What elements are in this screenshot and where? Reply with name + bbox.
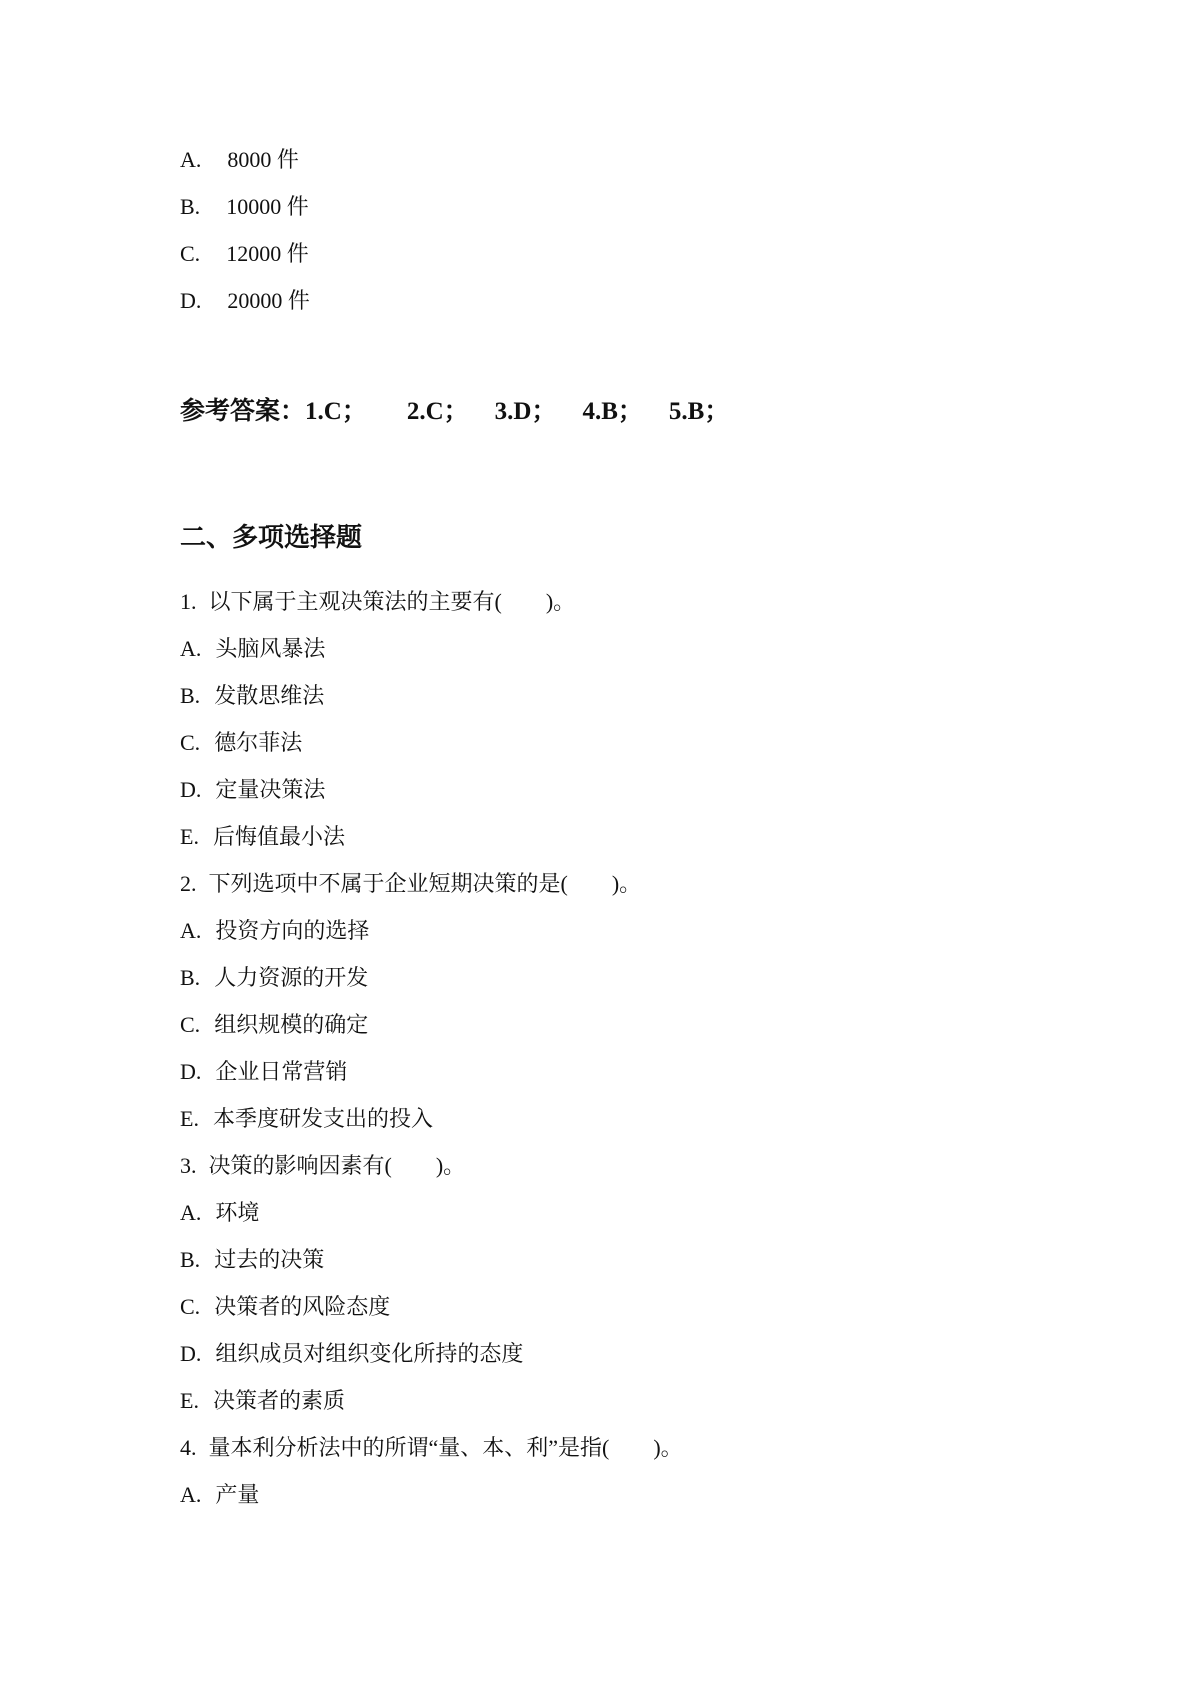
option-label: E. — [180, 1388, 199, 1413]
q2-option-e — [180, 1105, 433, 1133]
option-label: C. — [180, 1294, 201, 1319]
question-number: 1. — [180, 589, 197, 614]
q1-option-c — [180, 729, 302, 757]
prev-option-a — [180, 146, 299, 174]
option-text: 20000 件 — [227, 288, 310, 313]
option-text: 环境 — [215, 1200, 260, 1225]
q2-option-c — [180, 1011, 368, 1039]
q1-option-b — [180, 682, 324, 710]
q3-option-b — [180, 1246, 324, 1274]
prev-option-d — [180, 287, 310, 315]
option-text: 10000 件 — [226, 194, 309, 219]
prev-option-c — [180, 240, 309, 268]
document-page — [180, 0, 1140, 1684]
option-label: B. — [180, 1247, 201, 1272]
q4-option-a — [180, 1481, 259, 1509]
answer-item: 3.D； — [494, 398, 557, 425]
answer-item: 4.B； — [582, 398, 643, 425]
option-label: E. — [180, 1106, 199, 1131]
q3-option-c — [180, 1293, 390, 1321]
option-text: 投资方向的选择 — [215, 918, 370, 943]
reference-answers — [180, 395, 729, 428]
option-label: D. — [180, 777, 202, 802]
option-text: 决策者的风险态度 — [214, 1294, 391, 1319]
q1-option-e — [180, 823, 345, 851]
answers-lead: 参考答案： — [180, 396, 306, 425]
option-label: C. — [180, 1012, 201, 1037]
section-title: 二、多项选择题 — [180, 523, 363, 553]
question-number: 3. — [180, 1153, 197, 1178]
question-2 — [180, 870, 641, 898]
question-text: 决策的影响因素有( )。 — [208, 1153, 466, 1178]
option-label: C. — [180, 730, 201, 755]
option-text: 12000 件 — [226, 241, 309, 266]
answer-item: 5.B； — [668, 398, 730, 425]
option-label: A. — [180, 1482, 202, 1507]
option-text: 决策者的素质 — [212, 1388, 345, 1413]
option-text: 后悔值最小法 — [212, 824, 345, 849]
answer-item: 1.C； — [305, 398, 367, 425]
option-text: 组织成员对组织变化所持的态度 — [215, 1341, 524, 1366]
option-text: 发散思维法 — [214, 683, 325, 708]
q2-option-d — [180, 1058, 347, 1086]
question-1 — [180, 588, 575, 616]
option-text: 定量决策法 — [215, 777, 326, 802]
option-text: 德尔菲法 — [214, 730, 303, 755]
q3-option-d — [180, 1340, 523, 1368]
option-label: A. — [180, 918, 202, 943]
q1-option-d — [180, 776, 325, 804]
q2-option-b — [180, 964, 368, 992]
question-3 — [180, 1152, 465, 1180]
question-number: 4. — [180, 1435, 197, 1460]
prev-option-b — [180, 193, 309, 221]
option-text: 产量 — [215, 1482, 260, 1507]
option-label: C. — [180, 241, 201, 266]
question-text: 下列选项中不属于企业短期决策的是( )。 — [208, 871, 642, 896]
option-label: A. — [180, 1200, 202, 1225]
option-label: D. — [180, 288, 202, 313]
option-text: 组织规模的确定 — [214, 1012, 369, 1037]
q3-option-a — [180, 1199, 259, 1227]
question-4 — [180, 1434, 683, 1462]
question-number: 2. — [180, 871, 197, 896]
option-text: 8000 件 — [227, 147, 299, 172]
answer-item: 2.C； — [406, 398, 469, 425]
option-label: B. — [180, 683, 201, 708]
question-text: 以下属于主观决策法的主要有( )。 — [208, 589, 576, 614]
option-label: D. — [180, 1059, 202, 1084]
question-text: 量本利分析法中的所谓“量、本、利”是指( )。 — [208, 1435, 683, 1460]
option-label: B. — [180, 194, 201, 219]
option-text: 人力资源的开发 — [214, 965, 369, 990]
option-label: A. — [180, 147, 202, 172]
option-label: D. — [180, 1341, 202, 1366]
option-text: 头脑风暴法 — [215, 636, 326, 661]
q3-option-e — [180, 1387, 345, 1415]
q2-option-a — [180, 917, 369, 945]
option-text: 企业日常营销 — [215, 1059, 348, 1084]
option-text: 过去的决策 — [214, 1247, 325, 1272]
option-label: A. — [180, 636, 202, 661]
option-label: B. — [180, 965, 201, 990]
option-label: E. — [180, 824, 199, 849]
option-text: 本季度研发支出的投入 — [212, 1106, 433, 1131]
q1-option-a — [180, 635, 325, 663]
